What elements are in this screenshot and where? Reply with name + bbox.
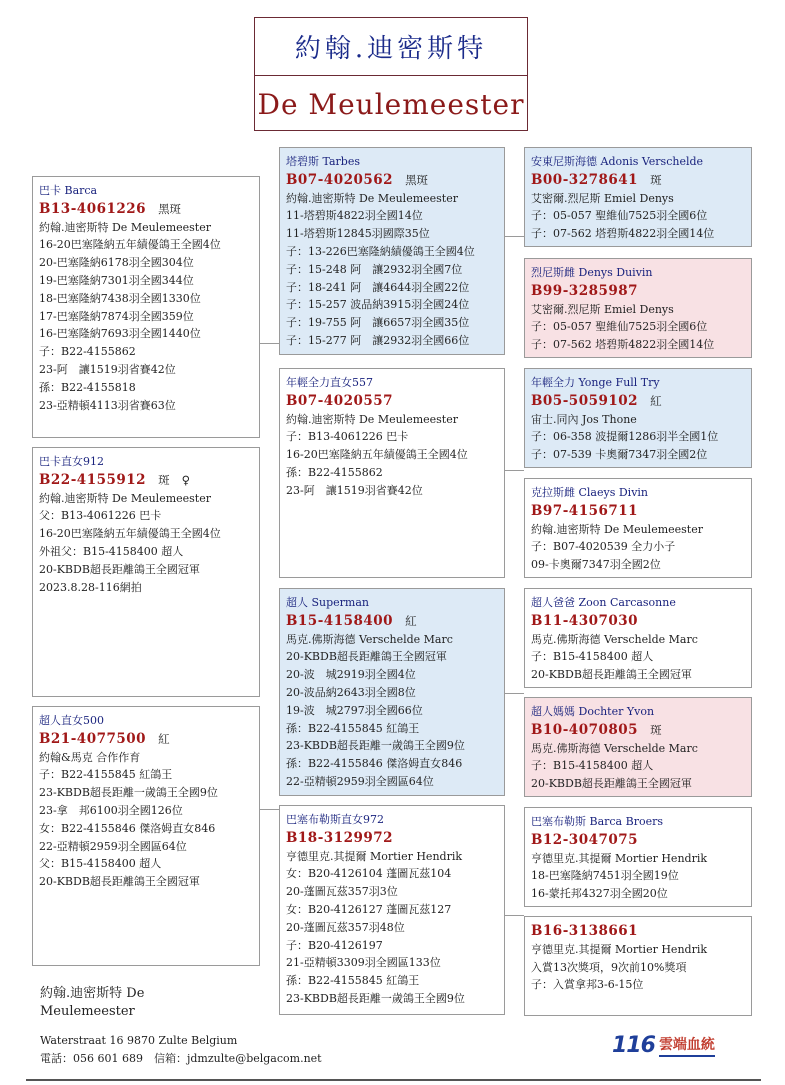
pigeon-ring-row [39, 200, 253, 219]
ring-number: B18-3129972 [286, 829, 394, 846]
pigeon-detail-line: 18-巴塞隆納7451羽全國19位 [531, 869, 679, 883]
pigeon-card-ds [279, 588, 505, 796]
pigeon-ring-row [286, 392, 498, 411]
pigeon-card-sss [524, 147, 752, 247]
pigeon-color: 紅 [158, 731, 170, 746]
pigeon-detail-line: 孫：B22-4155818 [39, 380, 136, 394]
pigeon-detail-line: 宙士.同內 Jos Thone [531, 412, 637, 426]
pigeon-ring-row [531, 612, 745, 631]
pigeon-name: 年輕全力直女557 [286, 376, 373, 389]
pigeon-detail-line: 22-亞精頓2959羽全國區64位 [286, 774, 434, 788]
pigeon-detail-line: 亨德里克.其提爾 Mortier Hendrik [531, 851, 708, 865]
pigeon-detail-line: 子：B20-4126197 [286, 938, 383, 952]
owner-contact: 電話：056 601 689 信箱：jdmzulte@belgacom.net [40, 1052, 322, 1065]
pigeon-card-ddd [524, 916, 752, 1016]
pigeon-detail-line: 20-蓬圖瓦茲357羽48位 [286, 920, 405, 934]
ring-number: B07-4020557 [286, 392, 394, 409]
pigeon-card-dss [524, 588, 752, 688]
pigeon-name: 超人直女500 [39, 714, 104, 727]
owner-address-block [40, 1032, 460, 1068]
pigeon-detail-line: 女：B20-4126104 蓬圖瓦茲104 [286, 867, 452, 881]
ring-number: B13-4061226 [39, 200, 147, 217]
ring-number: B10-4070805 [531, 721, 639, 738]
pigeon-detail-line: 艾密爾.烈尼斯 Emiel Denys [531, 302, 674, 316]
pigeon-ring-row [531, 721, 745, 740]
pigeon-detail-line: 入賞13次獎項，9次前10%獎項 [531, 960, 687, 974]
pigeon-detail-line: 2023.8.28-116網拍 [39, 580, 142, 594]
pigeon-ring-row [286, 171, 498, 190]
pigeon-name: 巴卡直女912 [39, 455, 104, 468]
pigeon-detail-line: 20-波 城2919羽全國4位 [286, 668, 416, 682]
tree-connector [505, 915, 524, 916]
pigeon-detail-line: 20-KBDB超長距離鴿王全國冠軍 [39, 875, 200, 889]
pigeon-ring-row [531, 502, 745, 521]
pigeon-ring-row [531, 392, 745, 411]
pigeon-ring-row [286, 829, 498, 848]
owner-name: 約翰.迪密斯特 De Meulemeester [40, 986, 145, 1019]
pigeon-name: 烈尼斯雌 Denys Duivin [531, 266, 653, 279]
ring-number: B00-3278641 [531, 171, 639, 188]
pigeon-detail-line: 子：15-277 阿 讓2932羽全國66位 [286, 333, 470, 347]
pigeon-detail-line: 20-巴塞隆納6178羽全國304位 [39, 256, 194, 270]
pigeon-card-subject2 [32, 447, 260, 697]
breeder-name-chinese: 約翰.迪密斯特 [255, 18, 527, 76]
pigeon-detail-line: 亨德里克.其提爾 Mortier Hendrik [531, 942, 708, 956]
tree-connector [260, 809, 279, 810]
pigeon-detail-line: 23-阿 讓1519羽省賽42位 [286, 483, 423, 497]
ring-number: B16-3138661 [531, 923, 639, 939]
pigeon-detail-line: 外祖父：B15-4158400 超人 [39, 544, 184, 558]
pigeon-detail-line: 艾密爾.烈尼斯 Emiel Denys [531, 191, 674, 205]
pigeon-color: 黑斑 [158, 201, 182, 216]
pigeon-card-sds [524, 368, 752, 468]
pigeon-detail-line: 23-KBDB超長距離一歲鴿王全國9位 [286, 991, 465, 1005]
ring-number: B22-4155912 [39, 471, 147, 488]
pigeon-name: 巴卡 Barca [39, 184, 98, 197]
pigeon-detail-line: 子：B22-4155845 紅鴿王 [39, 768, 173, 782]
pigeon-detail-line: 20-KBDB超長距離鴿王全國冠軍 [286, 650, 447, 664]
pigeon-detail-line: 子：07-562 塔碧斯4822羽全國14位 [531, 227, 715, 241]
pigeon-detail-line: 子：B15-4158400 超人 [531, 650, 654, 664]
pigeon-detail-line: 約翰.迪密斯特 De Meulemeester [39, 491, 211, 505]
breeder-name-english: De Meulemeester [257, 87, 525, 121]
pigeon-ring-row [286, 612, 498, 631]
pigeon-detail-line: 子：05-057 聖維仙7525羽全國6位 [531, 320, 708, 334]
pigeon-detail-line: 19-巴塞隆納7301羽全國344位 [39, 273, 194, 287]
pigeon-detail-line: 16-蒙托邦4327羽全國20位 [531, 887, 668, 901]
pigeon-detail-line: 20-蓬圖瓦茲357羽3位 [286, 885, 398, 899]
pigeon-detail-line: 約翰.迪密斯特 De Meulemeester [286, 412, 458, 426]
pigeon-sex: ♀ [181, 472, 190, 487]
pigeon-detail-line: 約翰.迪密斯特 De Meulemeester [286, 191, 458, 205]
pedigree-header [254, 17, 528, 131]
pigeon-detail-line: 17-巴塞隆納7874羽全國359位 [39, 309, 194, 323]
tree-connector [505, 236, 524, 237]
pigeon-detail-line: 16-20巴塞隆納五年績優鴿王全國4位 [39, 527, 221, 541]
pigeon-detail-line: 20-波品納2643羽全國8位 [286, 685, 416, 699]
pigeon-detail-line: 子：19-755 阿 讓6657羽全國35位 [286, 316, 470, 330]
pigeon-name: 塔碧斯 Tarbes [286, 155, 360, 168]
pigeon-detail-line: 子：入賞拿邦3-6-15位 [531, 978, 644, 992]
ring-number: B21-4077500 [39, 730, 147, 747]
pigeon-detail-line: 馬克.佛斯海德 Verschelde Marc [531, 632, 698, 646]
ring-number: B15-4158400 [286, 612, 394, 629]
pigeon-detail-line: 孫：B22-4155846 傑洛姆直女846 [286, 757, 463, 771]
pigeon-ring-row [39, 730, 253, 749]
ring-number: B12-3047075 [531, 831, 639, 848]
pigeon-detail-line: 孫：B22-4155862 [286, 465, 383, 479]
pigeon-name: 安東尼斯海德 Adonis Verschelde [531, 155, 704, 168]
pigeon-card-dsd [524, 697, 752, 797]
pigeon-detail-line: 子：15-248 阿 讓2932羽全國7位 [286, 262, 463, 276]
pigeon-detail-line: 子：13-226巴塞隆納績優鴿王全國4位 [286, 244, 475, 258]
pigeon-name: 年輕全力 Yonge Full Try [531, 376, 660, 389]
pigeon-detail-line: 21-亞精頓3309羽全國區133位 [286, 956, 441, 970]
pigeon-detail-line: 馬克.佛斯海德 Verschelde Marc [531, 741, 698, 755]
pigeon-detail-line: 女：B20-4126127 蓬圖瓦茲127 [286, 902, 452, 916]
pigeon-detail-line: 11-塔碧斯4822羽全國14位 [286, 209, 423, 223]
pigeon-detail-line: 子：07-562 塔碧斯4822羽全國14位 [531, 338, 715, 352]
pigeon-detail-line: 亨德里克.其提爾 Mortier Hendrik [286, 849, 463, 863]
ring-number: B97-4156711 [531, 502, 639, 519]
pigeon-detail-line: 23-拿 邦6100羽全國126位 [39, 803, 183, 817]
pigeon-detail-line: 20-KBDB超長距離鴿王全國冠軍 [531, 777, 692, 791]
pigeon-detail-line: 16-20巴塞隆納五年績優鴿王全國4位 [286, 448, 468, 462]
pigeon-detail-line: 子：05-057 聖維仙7525羽全國6位 [531, 209, 708, 223]
pigeon-detail-line: 23-亞精頓4113羽省賽63位 [39, 398, 176, 412]
pigeon-color: 紅 [650, 393, 662, 408]
tree-connector [505, 693, 524, 694]
pigeon-detail-line: 11-塔碧斯12845羽國際35位 [286, 227, 430, 241]
pigeon-detail-line: 23-KBDB超長距離一歲鴿王全國9位 [286, 739, 465, 753]
pigeon-detail-line: 孫：B22-4155845 紅鴿王 [286, 721, 420, 735]
pigeon-detail-line: 20-KBDB超長距離鴿王全國冠軍 [39, 562, 200, 576]
pigeon-color: 紅 [405, 613, 417, 628]
owner-address: Waterstraat 16 9870 Zulte Belgium [40, 1034, 238, 1047]
pigeon-ring-row [39, 471, 253, 490]
bottom-divider [26, 1079, 761, 1081]
pigeon-name: 克拉斯雌 Claeys Divin [531, 486, 649, 499]
pigeon-detail-line: 09-卡奧爾7347羽全國2位 [531, 558, 661, 572]
pigeon-detail-line: 約翰.迪密斯特 De Meulemeester [531, 522, 703, 536]
pigeon-detail-line: 子：15-257 波品納3915羽全國24位 [286, 298, 470, 312]
pigeon-color: 斑 [650, 722, 662, 737]
pigeon-card-sdd [524, 478, 752, 578]
pigeon-name: 超人媽媽 Dochter Yvon [531, 705, 655, 718]
ring-number: B11-4307030 [531, 612, 639, 629]
tree-connector [260, 343, 279, 344]
pigeon-card-subject [32, 176, 260, 438]
site-logo[interactable] [612, 1030, 715, 1060]
pigeon-name: 超人爸爸 Zoon Carcasonne [531, 596, 676, 609]
pigeon-detail-line: 約翰&馬克 合作作育 [39, 750, 141, 764]
pigeon-detail-line: 19-波 城2797羽全國66位 [286, 703, 423, 717]
pigeon-card-ss [279, 147, 505, 355]
pigeon-name: 巴塞布勒斯直女972 [286, 813, 384, 826]
pigeon-card-sd [279, 368, 505, 578]
pigeon-detail-line: 馬克.佛斯海德 Verschelde Marc [286, 632, 453, 646]
pigeon-detail-line: 子：06-358 波提爾1286羽半全國1位 [531, 430, 719, 444]
pigeon-ring-row [531, 831, 745, 850]
pigeon-detail-line: 23-阿 讓1519羽省賽42位 [39, 362, 176, 376]
pigeon-detail-line: 16-20巴塞隆納五年績優鴿王全國4位 [39, 238, 221, 252]
tree-connector [505, 470, 524, 471]
pigeon-detail-line: 父：B15-4158400 超人 [39, 857, 162, 871]
pigeon-ring-row [531, 171, 745, 190]
pigeon-detail-line: 子：07-539 卡奧爾7347羽全國2位 [531, 448, 708, 462]
pigeon-detail-line: 16-巴塞隆納7693羽全國1440位 [39, 327, 201, 341]
ring-number: B99-3285987 [531, 282, 639, 299]
pigeon-color: 黑斑 [405, 172, 429, 187]
pigeon-detail-line: 父：B13-4061226 巴卡 [39, 509, 162, 523]
pigeon-name: 超人 Superman [286, 596, 369, 609]
pigeon-detail-line: 子：B07-4020539 全力小子 [531, 540, 676, 554]
pigeon-detail-line: 23-KBDB超長距離一歲鴿王全國9位 [39, 786, 218, 800]
pigeon-color: 斑 [158, 472, 170, 487]
pigeon-ring-row [531, 922, 745, 941]
pigeon-color: 斑 [650, 172, 662, 187]
pigeon-card-dam [32, 706, 260, 966]
pigeon-detail-line: 22-亞精頓2959羽全國區64位 [39, 839, 187, 853]
ring-number: B07-4020562 [286, 171, 394, 188]
pigeon-ring-row [531, 282, 745, 301]
logo-number: 116 [612, 1032, 655, 1058]
logo-text: 雲端血統 [659, 1034, 715, 1057]
pigeon-detail-line: 子：18-241 阿 讓4644羽全國22位 [286, 280, 470, 294]
pigeon-name: 巴塞布勒斯 Barca Broers [531, 815, 663, 828]
pigeon-detail-line: 子：B13-4061226 巴卡 [286, 430, 409, 444]
pigeon-detail-line: 18-巴塞隆納7438羽全國1330位 [39, 291, 201, 305]
ring-number: B05-5059102 [531, 392, 639, 409]
pigeon-detail-line: 子：B15-4158400 超人 [531, 759, 654, 773]
pigeon-card-dd [279, 805, 505, 1015]
pigeon-detail-line: 孫：B22-4155845 紅鴿王 [286, 974, 420, 988]
pigeon-card-ssd [524, 258, 752, 358]
pigeon-detail-line: 女：B22-4155846 傑洛姆直女846 [39, 821, 216, 835]
pigeon-detail-line: 子：B22-4155862 [39, 345, 136, 359]
pigeon-card-dds [524, 807, 752, 907]
pigeon-detail-line: 20-KBDB超長距離鴿王全國冠軍 [531, 668, 692, 682]
pigeon-detail-line: 約翰.迪密斯特 De Meulemeester [39, 220, 211, 234]
